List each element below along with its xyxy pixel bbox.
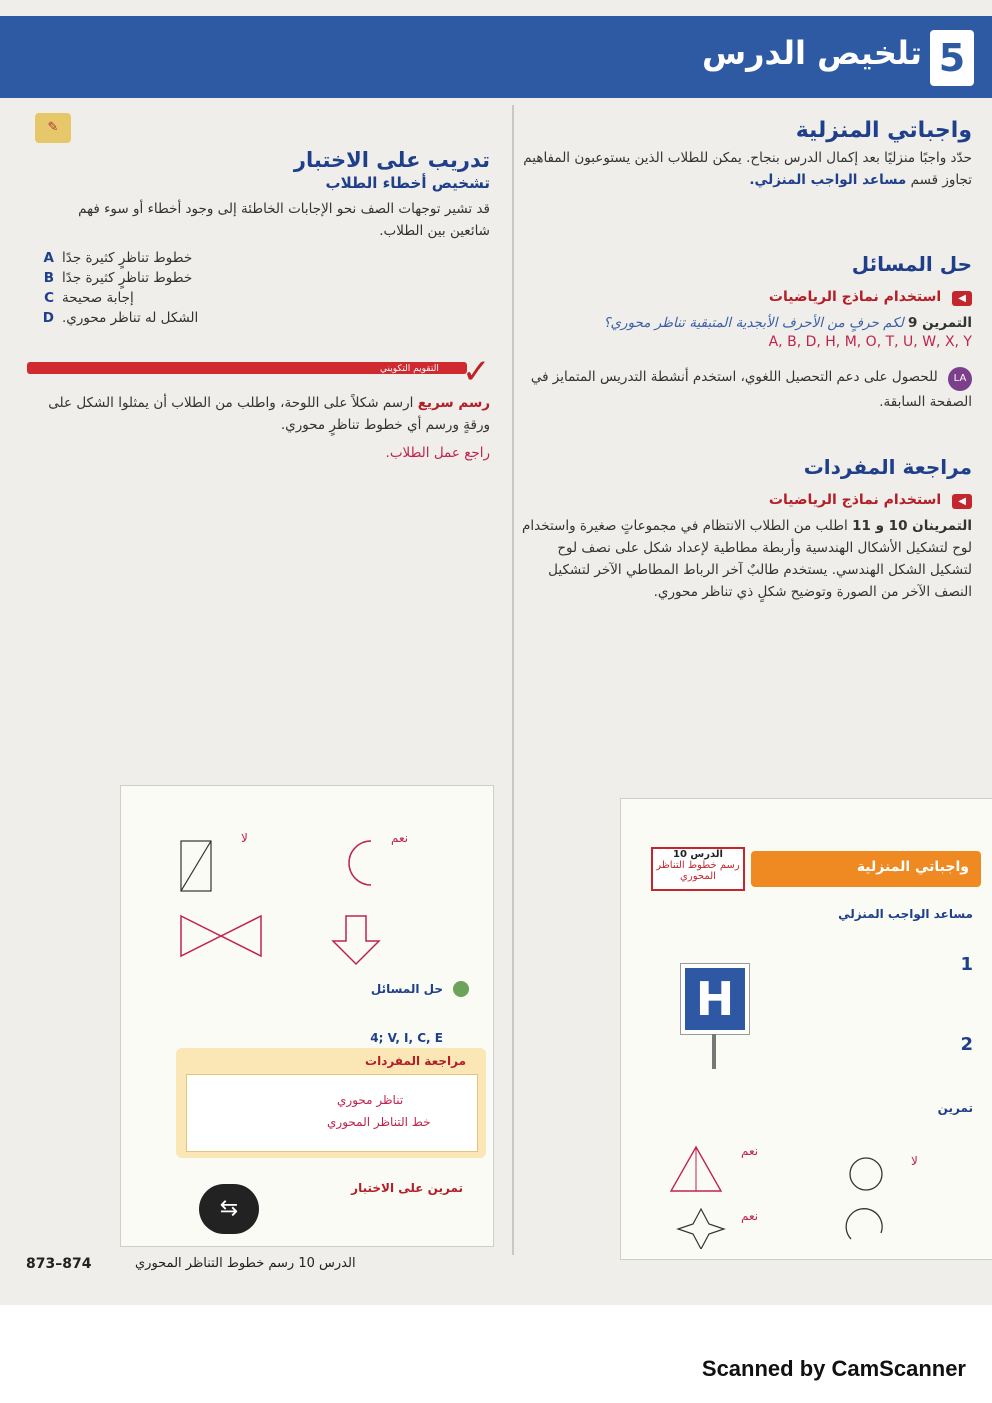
- thumb-vocab-answer-2: خط التناظر المحوري: [327, 1115, 431, 1129]
- homework-text: حدّد واجبًا منزليًا بعد إكمال الدرس بنجاح. يمكن للطلاب الذين يستوعبون المفاهيم تجاوز قسم مساعد الواجب المنزلي.: [523, 150, 972, 188]
- lesson-summary-banner: [0, 16, 992, 98]
- la-badge: LA: [948, 367, 972, 391]
- thumb-answer: 4; V, I, C, E: [370, 1031, 443, 1045]
- vocab-tag: استخدام نماذج الرياضيات: [768, 492, 942, 508]
- thumb-vocab-inner: [186, 1074, 478, 1152]
- exercise-9: التمرين 9 لكم حرفٍ من الأحرف الأبجدية المتبقية تناظر محوري؟: [603, 315, 972, 331]
- thumb-vocab-title: مراجعة المفردات: [365, 1054, 466, 1068]
- problems-title: حل المسائل: [851, 252, 972, 276]
- options-list: [40, 248, 490, 328]
- symmetry-figures: [121, 786, 493, 1246]
- answer-page-thumbnail: [120, 785, 494, 1247]
- test-practice-section: [40, 148, 490, 328]
- section-number: 5: [930, 30, 974, 86]
- homework-helper-title: مساعد الواجب المنزلي: [838, 907, 973, 921]
- check-student-work: راجع عمل الطلاب.: [385, 445, 490, 461]
- answer-no: لا: [241, 831, 248, 845]
- option-d: D الشكل له تناظر محوري.: [42, 310, 199, 326]
- option-c: C إجابة صحيحة: [44, 290, 134, 306]
- homework-page-thumbnail: [620, 798, 992, 1260]
- practice-no-1: لا: [911, 1154, 918, 1168]
- vocab-tag-row: [512, 489, 972, 509]
- practice-yes-1: نعم: [741, 1144, 759, 1158]
- problems-tag-row: [512, 286, 972, 306]
- quick-draw-text: رسم سريع ارسم شكلاً على اللوحة، واطلب من الطلاب أن يمثلوا الشكل على ورقةٍ ورسم أي خطوط تناظرٍ محوري.: [48, 395, 490, 433]
- footer-lesson: الدرس 10 رسم خطوط التناظر المحوري: [135, 1256, 356, 1271]
- math-models-icon: ◀: [952, 291, 972, 306]
- exercise-9-answer: A, B, D, H, M, O, T, U, W, X, Y: [768, 334, 972, 350]
- hospital-sign: H: [681, 964, 749, 1034]
- thumb-practice-title: تمرين على الاختبار: [351, 1181, 463, 1195]
- answer-yes: نعم: [391, 831, 409, 845]
- homework-section: [512, 118, 972, 191]
- vocab-text: التمرينان 10 و 11 اطلب من الطلاب الانتظام في مجموعاتٍ صغيرة واستخدام لوح لتشكيل الأشكال الهندسية وأربطة مطاطية لإعداد شكل على نصف لوح لتشكيل الشكل الهندسي. يستخدم طالبٌ آخر الرباط المطاطي الآخر لتشكيل النصف الآخر من الصورة وتوضيح شكلٍ ذي تناظر محوري.: [522, 518, 972, 600]
- homework-banner: واجباتي المنزلية: [751, 851, 981, 887]
- sign-pole: [712, 1034, 716, 1069]
- camscanner-watermark: Scanned by CamScanner: [701, 1356, 966, 1381]
- la-note: LA للحصول على دعم التحصيل اللغوي، استخدم أنشطة التدريس المتمايز في الصفحة السابقة.: [530, 369, 972, 410]
- practice-title: تمرين: [937, 1101, 973, 1115]
- step-2: 2: [960, 1034, 973, 1055]
- signpost-icon: ⇆: [199, 1184, 259, 1234]
- thumb-vocab-box: [176, 1048, 486, 1158]
- vocab-title: مراجعة المفردات: [803, 455, 972, 479]
- formative-assessment-label: التقويم التكويني: [380, 364, 439, 374]
- thumb-problems-title: حل المسائل: [370, 982, 443, 996]
- quick-draw-section: [40, 392, 490, 464]
- problems-tag: استخدام نماذج الرياضيات: [768, 289, 942, 305]
- step-1: 1: [960, 954, 973, 975]
- option-b: B خطوط تناظرٍ كثيرة جدًا: [43, 270, 193, 286]
- checkmark-icon: ✓: [462, 352, 491, 392]
- homework-title: واجباتي المنزلية: [795, 118, 972, 143]
- page-numbers: 873–874: [26, 1256, 92, 1272]
- math-models-icon: ◀: [952, 494, 972, 509]
- homework-helper-link: مساعد الواجب المنزلي.: [749, 172, 907, 188]
- problems-section: [512, 252, 972, 413]
- vocab-section: [512, 455, 972, 603]
- practice-yes-2: نعم: [741, 1209, 759, 1223]
- test-practice-subtitle: تشخيص أخطاء الطلاب: [325, 174, 490, 192]
- test-practice-intro: قد تشير توجهات الصف نحو الإجابات الخاطئة إلى وجود أخطاء أو سوء فهم شائعين بين الطلاب.: [78, 201, 490, 239]
- test-practice-title: تدريب على الاختبار: [293, 148, 490, 172]
- thumb-vocab-answer-1: تناظر محوري: [337, 1093, 404, 1107]
- lesson-box: الدرس 10 رسم خطوط التناظر المحوري: [651, 847, 745, 891]
- option-a: A خطوط تناظرٍ كثيرة جدًا: [43, 250, 193, 266]
- banner-title: تلخيص الدرس: [701, 34, 922, 72]
- test-practice-icon: ✎: [35, 113, 71, 143]
